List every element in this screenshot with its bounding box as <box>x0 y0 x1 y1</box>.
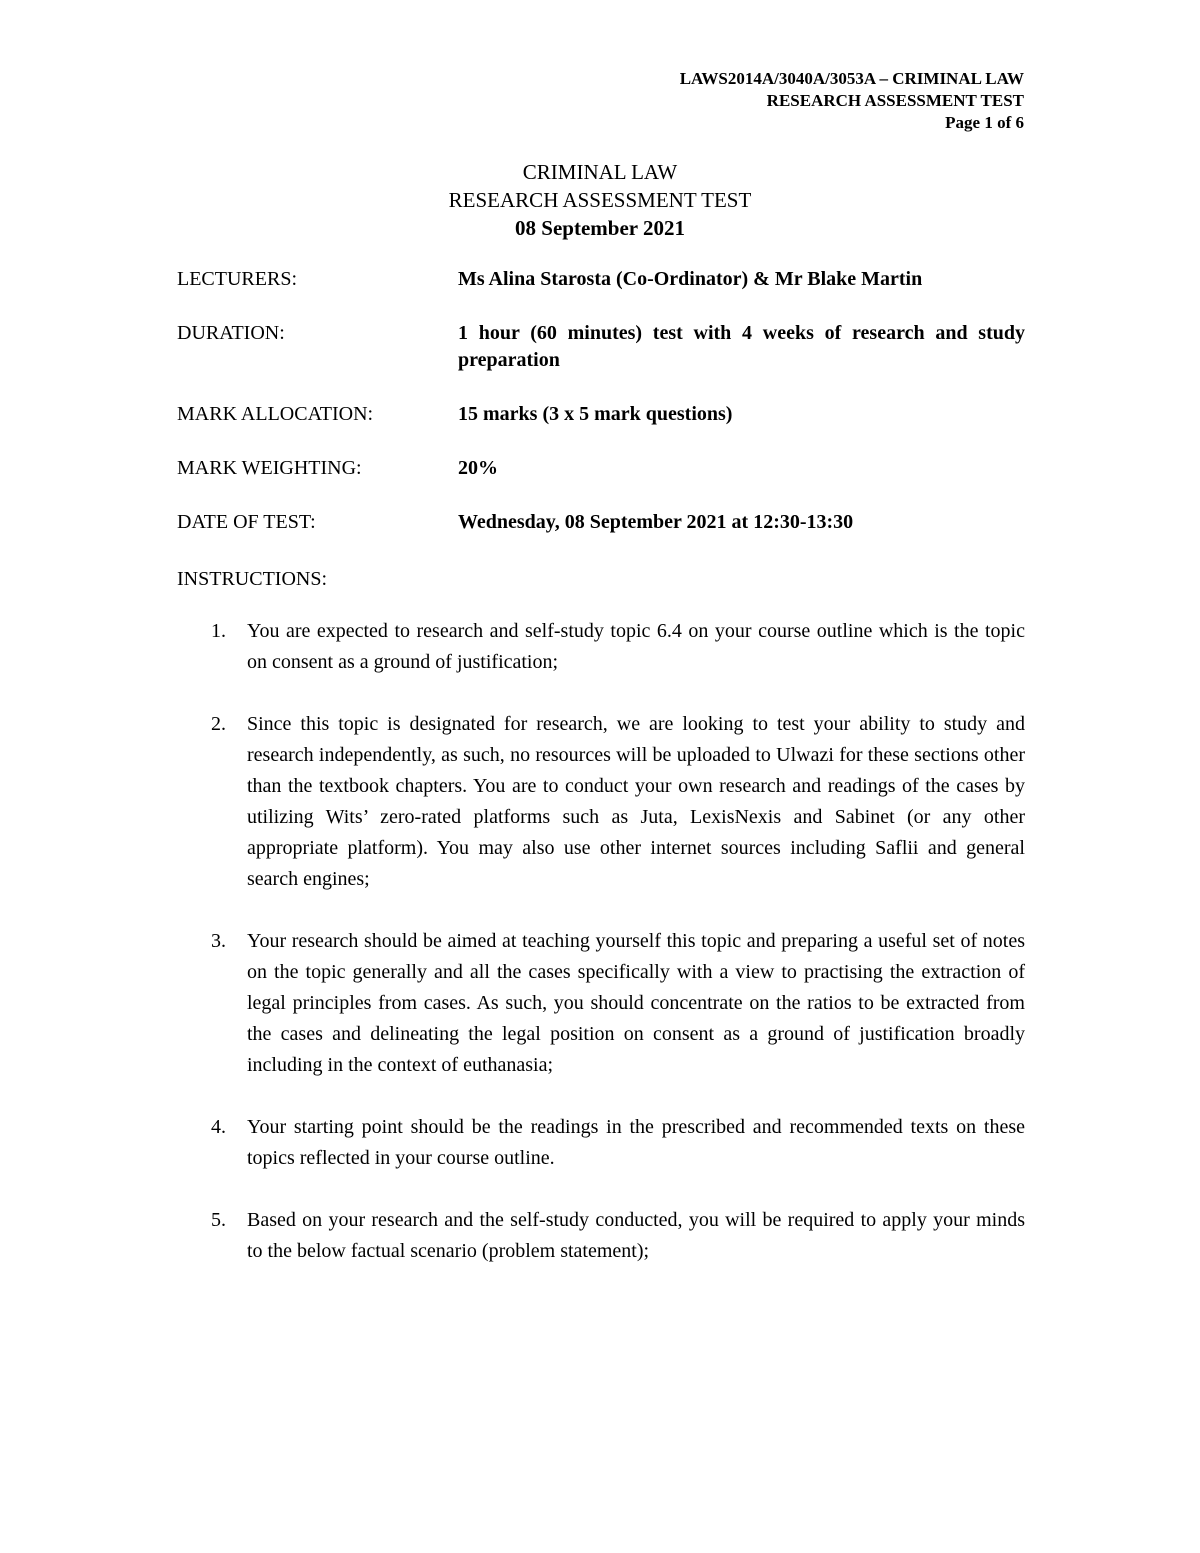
detail-value: 20% <box>458 457 498 479</box>
instruction-item <box>177 709 1025 895</box>
title-line-1: CRIMINAL LAW <box>522 160 678 184</box>
title-date: 08 September 2021 <box>515 216 685 240</box>
detail-row-mark-weighting <box>177 455 1025 482</box>
instruction-item <box>177 1112 1025 1174</box>
instructions-list <box>177 616 1025 1298</box>
instruction-item <box>177 926 1025 1081</box>
test-name-line: RESEARCH ASSESSMENT TEST <box>766 91 1024 110</box>
detail-row-mark-allocation <box>177 401 1025 428</box>
instruction-number: 5. <box>211 1209 226 1231</box>
instruction-text: You are expected to research and self-study topic 6.4 on your course outline which is the topic on consent as a ground of justification; <box>247 620 1025 673</box>
instruction-number: 4. <box>211 1116 226 1138</box>
detail-label: DURATION: <box>177 322 285 344</box>
instruction-item <box>177 1205 1025 1267</box>
instruction-text: Your research should be aimed at teaching yourself this topic and preparing a useful set of notes on the topic generally and all the cases specifically with a view to practising the extraction of legal principles from cases. As such, you should concentrate on the ratios to be extracted from the cases and delineating the legal position on consent as a ground of justification broadly including in the context of euthanasia; <box>247 930 1025 1076</box>
detail-label: DATE OF TEST: <box>177 511 316 533</box>
detail-row-date-of-test <box>177 509 1025 536</box>
detail-label: MARK ALLOCATION: <box>177 403 374 425</box>
detail-value: 15 marks (3 x 5 mark questions) <box>458 403 733 425</box>
instruction-text: Since this topic is designated for research, we are looking to test your ability to study and research independently, as such, no resources will be uploaded to Ulwazi for these sections other than the textbook chapters. You are to conduct your own research and readings of the cases by utilizing Wits’ zero-rated platforms such as Juta, LexisNexis and Sabinet (or any other appropriate platform). You may also use other internet sources including Saflii and general search engines; <box>247 713 1025 890</box>
detail-label: MARK WEIGHTING: <box>177 457 362 479</box>
detail-row-duration <box>177 320 1025 374</box>
title-line-2: RESEARCH ASSESSMENT TEST <box>448 188 752 212</box>
instruction-item <box>177 616 1025 678</box>
detail-value: Ms Alina Starosta (Co-Ordinator) & Mr Blake Martin <box>458 268 923 290</box>
test-details <box>177 266 1025 563</box>
instruction-text: Your starting point should be the readings in the prescribed and recommended texts on these topics reflected in your course outline. <box>247 1116 1025 1169</box>
detail-value: 1 hour (60 minutes) test with 4 weeks of research and study preparation <box>458 322 1025 371</box>
instructions-heading: INSTRUCTIONS: <box>177 568 328 590</box>
instruction-number: 1. <box>211 620 226 642</box>
instruction-number: 3. <box>211 930 226 952</box>
detail-label: LECTURERS: <box>177 268 298 290</box>
detail-value: Wednesday, 08 September 2021 at 12:30-13:30 <box>458 511 854 533</box>
document-title <box>0 158 1200 242</box>
page-number: Page 1 of 6 <box>945 113 1024 132</box>
instruction-text: Based on your research and the self-study conducted, you will be required to apply your minds to the below factual scenario (problem statement); <box>247 1209 1025 1262</box>
course-code-line: LAWS2014A/3040A/3053A – CRIMINAL LAW <box>679 69 1024 88</box>
page-header <box>680 68 1024 134</box>
instruction-number: 2. <box>211 713 226 735</box>
detail-row-lecturers <box>177 266 1025 293</box>
